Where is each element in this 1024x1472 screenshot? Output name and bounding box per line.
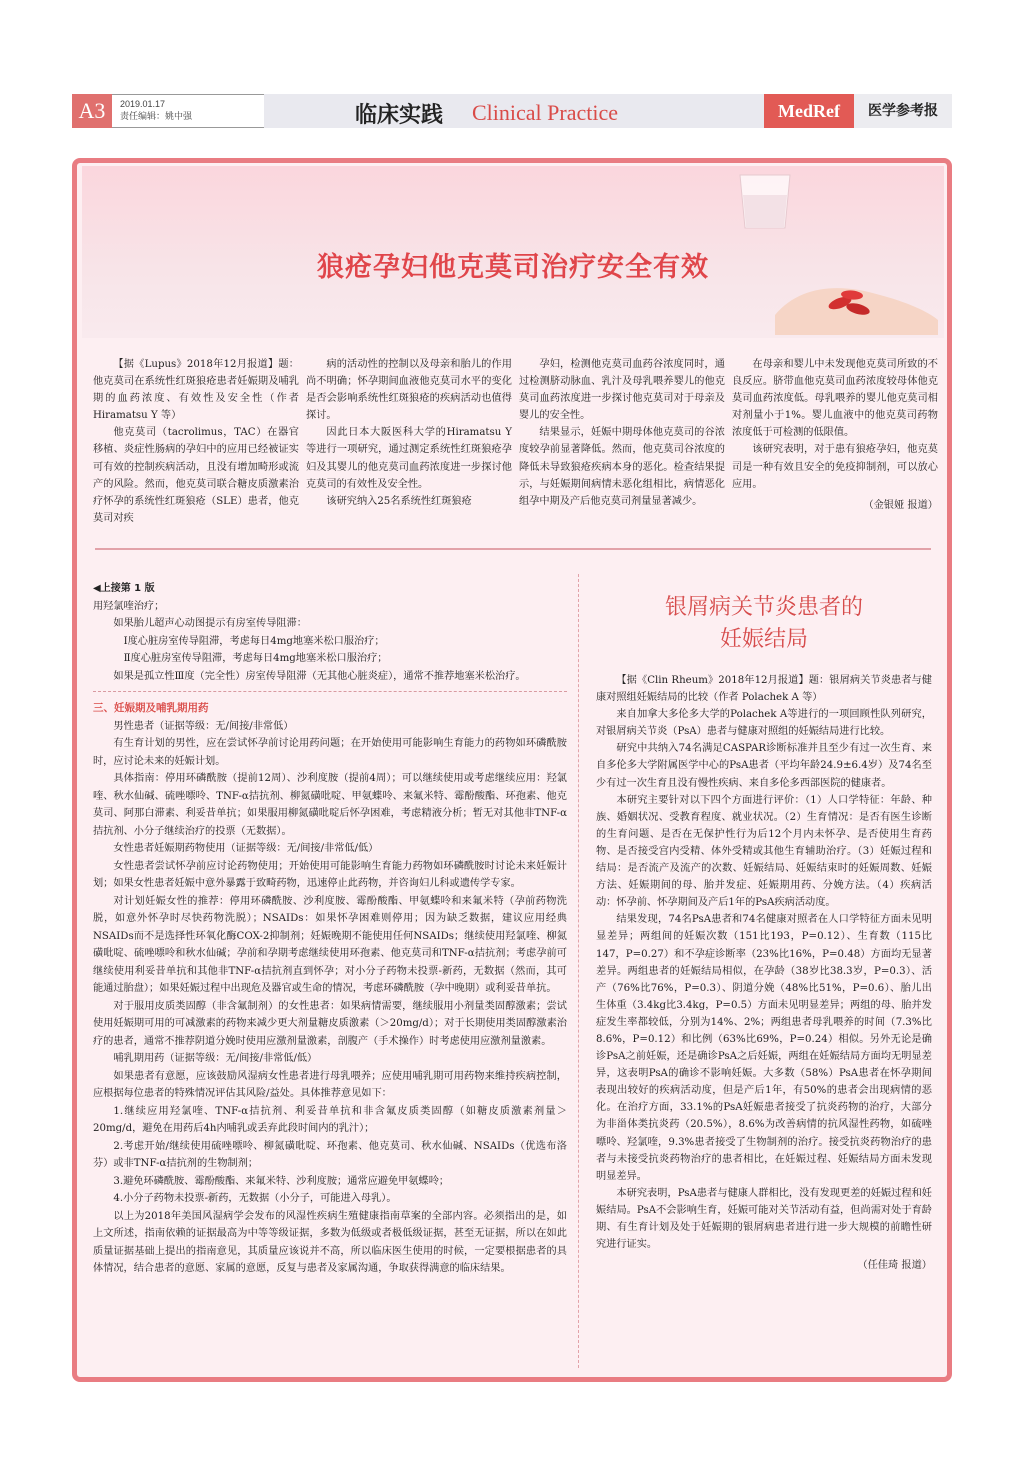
continued-from-label: ◀上接第 1 版 [93, 583, 155, 594]
headline-line-2: 妊娠结局 [719, 627, 808, 652]
column-separator [578, 574, 579, 1368]
paragraph: 如果患者有意愿，应该鼓励风湿病女性患者进行母乳喂养；应使用哺乳期可用药物来维持疾病控制，应根据每位患者的特殊情况评估其风险/益处。具体推荐意见如下： [93, 1070, 567, 1099]
paragraph: 在母亲和婴儿中未发现他克莫司所致的不良反应。脐带血他克莫司血药浓度较母体他克莫司血药浓度低。母乳喂养的婴儿他克莫司相对剂量小于1%。婴儿血液中的他克莫司药物浓度低于可检测的低限值。 [732, 359, 938, 439]
paragraph: Ⅰ度心脏房室传导阻滞，考虑每日4mg地塞米松口服治疗； [123, 635, 385, 647]
right-article-signature: （任佳琦 报道） [857, 1260, 932, 1272]
paragraph: 本研究主要针对以下四个方面进行评价：（1）人口学特征：年龄、种族、婚姻状况、受教育程度、就业状况。（2）生育情况：是否有医生诊断的生育问题、是否在无保护性行为后12个月内未怀孕、是否使用生育药物、是否接受宫内受精、体外受精或其他生育辅助治疗。（3）妊娠过程和结局：是否流产及流产的次数、妊娠结局、妊娠结束时的妊娠周数、妊娠方法、妊娠期间的母、胎并发症、妊娠期用药、分娩方法。（4）疾病活动：怀孕前、怀孕期间及产后1年的PsA疾病活动度。 [596, 794, 932, 909]
right-article-headline [594, 592, 934, 656]
paragraph: 有生育计划的男性，应在尝试怀孕前讨论用药问题；在开始使用可能影响生育能力的药物如环磷酰胺时，应讨论未来的妊娠计划。 [93, 738, 567, 767]
paragraph: 女性患者妊娠期药物使用（证据等级：无/间接/非常低/低） [113, 843, 379, 854]
issue-info [120, 98, 192, 122]
paragraph: 对于服用皮质类固醇（非含氟制剂）的女性患者：如果病情需要，继续服用小剂量类固醇激素；尝试使用妊娠期可用的可减激素的药物来减少更大剂量糖皮质激素（＞20mg/d）；对于长期使用类固醇激素治疗的患者，通常不推荐阴道分娩时使用应激剂量激素，剖腹产（手术操作）时考虑使用应激剂量激素。 [93, 1000, 567, 1047]
paragraph: 男性患者（证据等级：无/间接/非常低） [113, 720, 294, 732]
section-divider [95, 548, 931, 550]
feature-headline: 狼疮孕妇他克莫司治疗安全有效 [317, 252, 709, 283]
paragraph: 如果是孤立性Ⅲ度（完全性）房室传导阻滞（无其他心脏炎症），通常不推荐地塞米松治疗。 [93, 668, 567, 693]
paragraph: 具体指南：停用环磷酰胺（提前12周）、沙利度胺（提前4周）；可以继续使用或考虑继续应用：羟氯喹、秋水仙碱、硫唑嘌呤、TNF-α拮抗剂、柳氮磺吡啶、甲氨蝶呤、来氟米特、霉酚酸酯、环孢素、他克莫司、阿那白滞素、利妥昔单抗；如果服用柳氮磺吡啶后怀孕困难，考虑精液分析；暂无对其他非TNF-α拮抗剂、小分子继续治疗的投票（无数据）。 [93, 773, 567, 837]
paragraph: 病的活动性的控制以及母亲和胎儿的作用尚不明确；怀孕期间血液他克莫司水平的变化是否会影响系统性红斑狼疮的疾病活动也值得探讨。 [306, 359, 512, 422]
paragraph: Ⅱ度心脏房室传导阻滞，考虑每日4mg地塞米松口服治疗； [123, 653, 388, 664]
paragraph: 对计划妊娠女性的推荐：停用环磷酰胺、沙利度胺、霉酚酸酯、甲氨蝶呤和来氟米特（孕前药物洗脱，如意外怀孕时尽快药物洗脱）；NSAIDs：如果怀孕困难则停用；因为缺乏数据，建议应用经典NSAIDs而不是选择性环氧化酶COX-2抑制剂；妊娠晚期不能使用任何NSAIDs；继续使用羟氯喹、柳氮磺吡啶、硫唑嘌呤和秋水仙碱；孕前和孕期考虑继续使用环孢素、他克莫司和TNF-α拮抗剂；考虑孕前可继续使用利妥昔单抗和其他非TNF-α拮抗剂直到怀孕；对小分子药物未投票-新药，无数据（然而，其可能通过胎盘）；如果妊娠过程中出现危及器官或生命的情况，考虑环磷酰胺（孕中晚期）或利妥昔单抗。 [93, 895, 567, 994]
section-title-en: Clinical Practice [472, 100, 618, 125]
water-glass-illustration [730, 170, 800, 230]
brand-logo: MedRef [764, 94, 854, 128]
paragraph: 1.继续应用羟氯喹、TNF-α拮抗剂、利妥昔单抗和非含氟皮质类固醇（如糖皮质激素剂量＞20mg/d，避免在用药后4h内哺乳或丢弃此段时间内的乳汁）； [93, 1105, 567, 1134]
paragraph: 3.避免环磷酰胺、霉酚酸酯、来氟米特、沙利度胺；通常应避免甲氨蝶呤； [113, 1175, 450, 1187]
right-article-body [596, 672, 932, 1274]
paragraph: 本研究表明，PsA患者与健康人群相比，没有发现更差的妊娠过程和妊娠结局。PsA不会影响生育，妊娠可能对关节活动有益，但尚需对处于育龄期、有生育计划及处于妊娠期的银屑病患者进行进一步大规模的前瞻性研究进行证实。 [596, 1187, 932, 1251]
paragraph: 哺乳期用药（证据等级：无/间接/非常低/低） [113, 1053, 318, 1064]
section-title-cn: 临床实践 [355, 103, 444, 128]
paragraph: 女性患者尝试怀孕前应讨论药物使用；开始使用可能影响生育能力药物如环磷酰胺时讨论未来妊娠计划；如果女性患者妊娠中意外暴露于致畸药物，迅速停止此药物，并咨询妇儿科或遗传学专家。 [93, 860, 567, 889]
paragraph: 【据《Clin Rheum》2018年12月报道】题：银屑病关节炎患者与健康对照组妊娠结局的比较（作者 Polachek A 等） [596, 675, 932, 704]
feature-column-1 [93, 356, 299, 527]
paragraph: 用羟氯喹治疗； [93, 600, 165, 612]
paragraph: 孕妇，检测他克莫司血药谷浓度同时，通过检测脐动脉血、乳汁及母乳喂养婴儿的他克莫司血药浓度进一步探讨他克莫司对于母亲及婴儿的安全性。 [519, 359, 725, 422]
paragraph: 来自加拿大多伦多大学的Polachek A等进行的一项回顾性队列研究，对银屑病关节炎（PsA）患者与健康对照组的妊娠结局进行比较。 [596, 709, 932, 738]
feature-column-2 [306, 356, 512, 510]
issue-editor: 责任编辑：姚中强 [120, 111, 193, 121]
paragraph: 因此日本大阪医科大学的Hiramatsu Y 等进行一项研究，通过测定系统性红斑狼疮孕妇及其婴儿的他克莫司血药浓度进一步探讨他克莫司的有效性及安全性。 [306, 427, 512, 490]
paragraph: 结果发现，74名PsA患者和74名健康对照者在人口学特征方面未见明显差异；两组间的妊娠次数（151比193，P=0.12）、生育数（115比147，P=0.27）和不孕症诊断率（23%比16%，P=0.48）方面均无显著差异。两组患者的妊娠结局相似，在孕龄（38岁比38.3岁，P=0.3）、活产（76%比76%，P=0.3）、阴道分娩（48%比51%，P=0.6）、胎儿出生体重（3.4kg比3.4kg，P=0.5）方面未见明显差异；两组的母、胎并发症发生率都较低，分别为14%、2%；两组患者母乳喂养的时间（7.3%比8.6%，P=0.12）和比例（63%比69%，P=0.24）相似。另外无论是确诊PsA之前妊娠，还是确诊PsA之后妊娠，两组在妊娠结局方面均无明显差异，这表明PsA的确诊不影响妊娠。大多数（58%）PsA患者在怀孕期间表现出较好的疾病活动度，但是产后1年，有50%的患者会出现病情的恶化。在治疗方面，33.1%的PsA妊娠患者接受了抗炎药物的治疗，大部分为非甾体类抗炎药（20.5%），8.6%为改善病情的抗风湿性药物，如硫唑嘌呤、羟氯喹，9.3%患者接受了生物制剂的治疗。接受抗炎药物治疗的患者与未接受抗炎药物治疗的患者相比，在妊娠过程、妊娠结局方面未发现明显差异。 [596, 914, 932, 1182]
feature-column-4 [732, 356, 938, 514]
feature-column-3 [519, 356, 725, 510]
paragraph: 研究中共纳入74名满足CASPAR诊断标准并且至少有过一次生育、来自多伦多大学附属医学中心的PsA患者（平均年龄24.9±6.4岁）及74名至少有过一次生育且没有慢性疾病、来自多伦多西部医院的健康者。 [596, 743, 932, 789]
paragraph: 该研究纳入25名系统性红斑狼疮 [326, 495, 472, 507]
continued-article [93, 580, 567, 1278]
paragraph: 如果胎儿超声心动图提示有房室传导阻滞： [113, 618, 307, 629]
issue-date: 2019.01.17 [120, 99, 166, 109]
newspaper-name: 医学参考报 [854, 94, 952, 128]
paragraph: 他克莫司（tacrolimus，TAC）在器官移植、炎症性肠病的孕妇中的应用已经被证实可有效的控制疾病活动，且没有增加畸形或流产的风险。然而，他克莫司联合糖皮质激素治疗怀孕的系统性红斑狼疮（SLE）患者，他克莫司对疾 [93, 427, 299, 524]
paragraph: 4.小分子药物未投票-新药，无数据（小分子，可能进入母乳）。 [113, 1193, 397, 1204]
headline-line-1: 银屑病关节炎患者的 [664, 595, 863, 620]
paragraph: 该研究表明，对于患有狼疮孕妇，他克莫司是一种有效且安全的免疫抑制剂，可以放心应用。 [732, 444, 938, 490]
paragraph: 以上为2018年美国风湿病学会发布的风湿性疾病生殖健康指南草案的全部内容。必须指出的是，如上文所述，指南依赖的证据最高为中等等级证据，多数为低级或者极低级证据，甚至无证据，所以在如此质量证据基础上提出的指南意见，其质量应该说并不高，所以临床医生使用的时候，一定要根据患者的具体情况，结合患者的意愿、家属的意愿，反复与患者及家属沟通，争取获得满意的临床结果。 [93, 1210, 567, 1274]
paragraph: 2.考虑开始/继续使用硫唑嘌呤、柳氮磺吡啶、环孢素、他克莫司、秋水仙碱、NSAIDs（优选布洛芬）或非TNF-α拮抗剂的生物制剂； [93, 1140, 567, 1169]
page-number: A3 [72, 94, 112, 128]
subsection-heading: 三、妊娠期及哺乳期用药 [93, 702, 209, 714]
feature-signature: （金银娅 报道） [863, 499, 938, 511]
paragraph: 【据《Lupus》2018年12月报道】题：他克莫司在系统性红斑狼疮患者妊娠期及哺乳期的血药浓度、有效性及安全性（作者 Hiramatsu Y 等） [93, 359, 299, 422]
paragraph: 结果显示，妊娠中期母体他克莫司的谷浓度较孕前显著降低。然而，他克莫司谷浓度的降低未导致狼疮疾病本身的恶化。检查结果提示，与妊娠期间病情未恶化组相比，病情恶化组孕中期及产后他克莫司剂量显著减少。 [519, 427, 725, 507]
